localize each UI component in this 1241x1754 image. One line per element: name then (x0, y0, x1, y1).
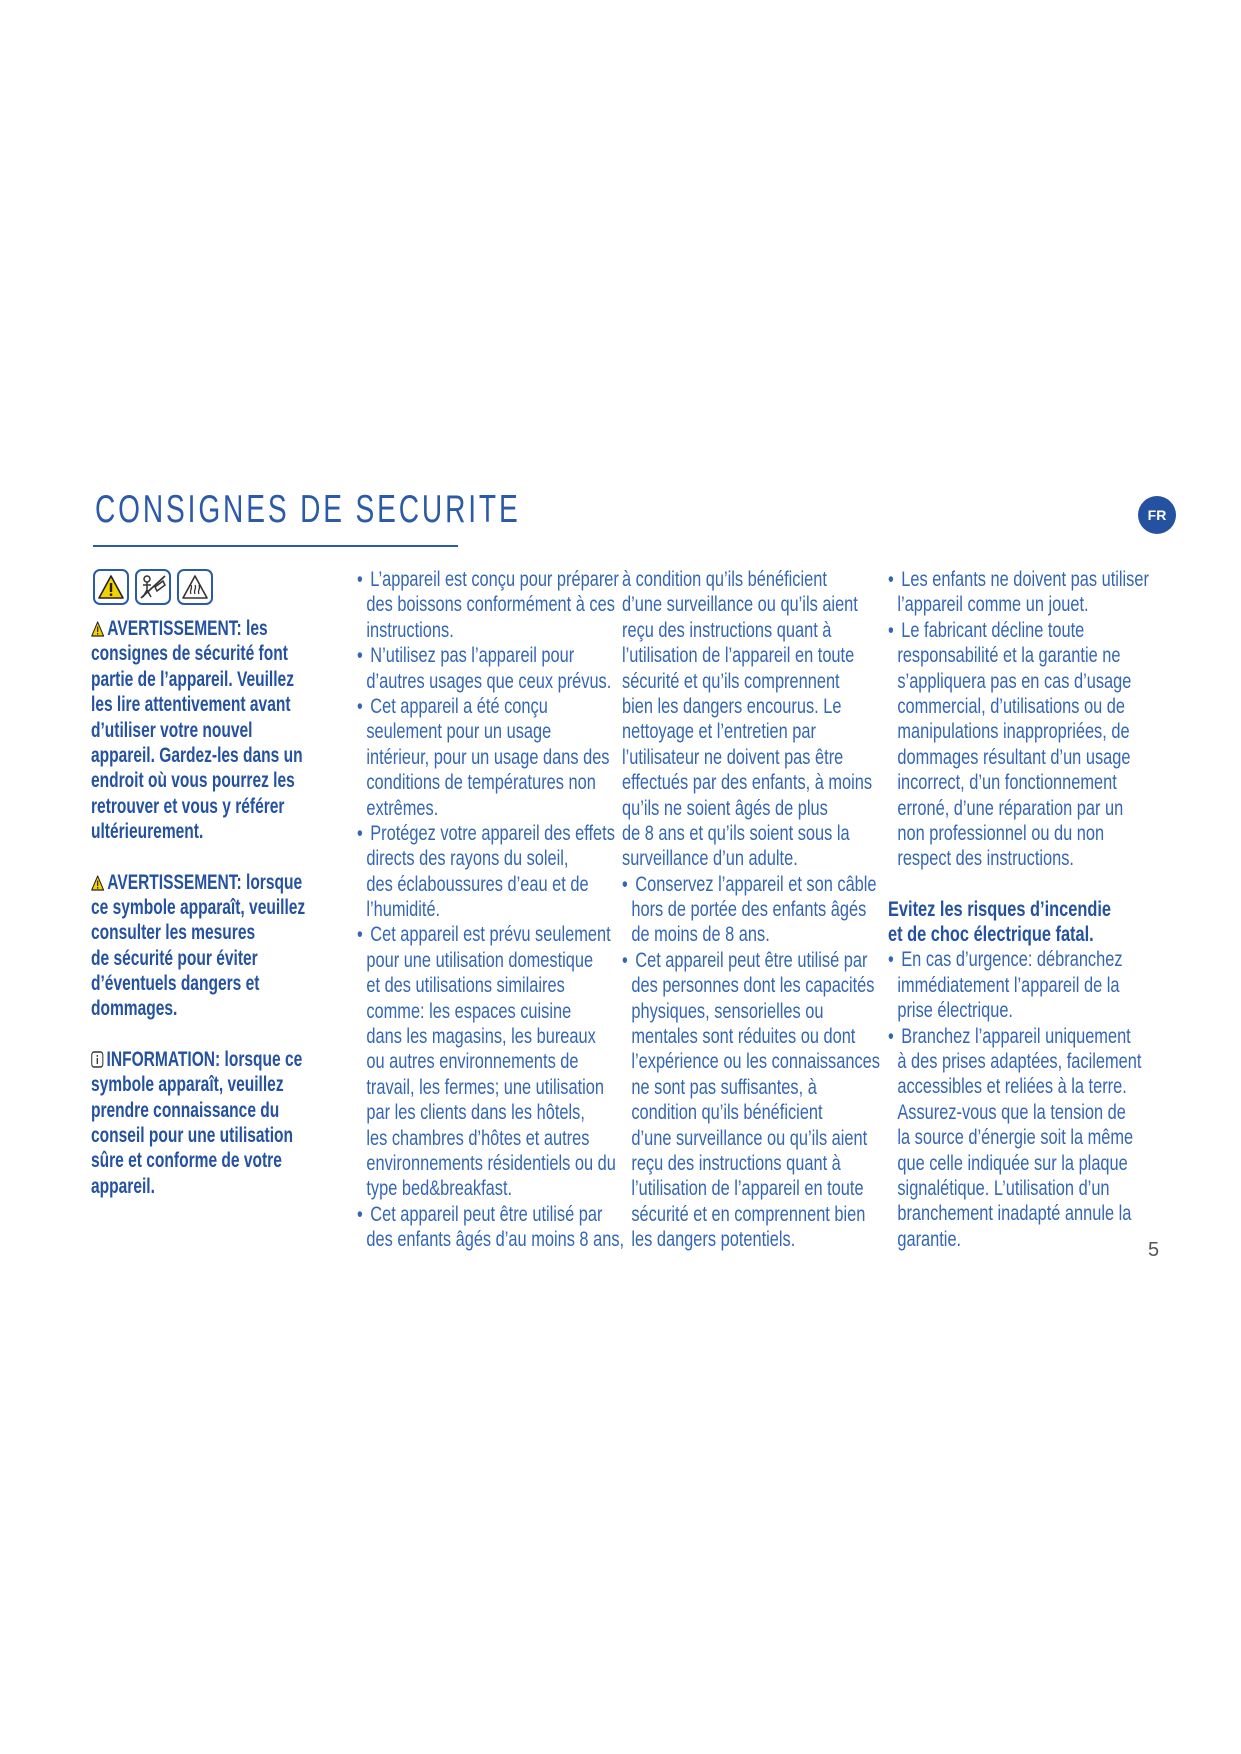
text-line: pour une utilisation domestique (366, 948, 594, 972)
text-line: garantie. (897, 1227, 962, 1251)
text-line: qu’ils ne soient âgés de plus (622, 796, 828, 820)
text-line: consulter les mesures (91, 921, 256, 945)
text-line: à des prises adaptées, facilement (897, 1050, 1142, 1074)
text-line: l’humidité. (366, 898, 441, 922)
text-line: l’utilisation de l’appareil en toute (631, 1177, 864, 1201)
text-line: dans les magasins, les bureaux (366, 1025, 596, 1049)
text-line: conditions de températures non (366, 771, 596, 795)
bullet-line: • Conservez l’appareil et son câble (622, 872, 877, 896)
text-line: prise électrique. (897, 999, 1013, 1023)
text-line: accessibles et reliées à la terre. (897, 1075, 1127, 1099)
bullet-line: • Le fabricant décline toute (888, 618, 1085, 642)
text-line: respect des instructions. (897, 847, 1074, 871)
section-heading: Evitez les risques d’incendie (888, 897, 1112, 921)
info-icon (91, 1049, 104, 1074)
text-line: reçu des instructions quant à (622, 618, 832, 642)
text-line: physiques, sensorielles ou (631, 999, 824, 1023)
text-line: commercial, d’utilisations ou de (897, 694, 1125, 718)
text-line: d’éventuels dangers et (91, 972, 260, 996)
text-line: effectués par des enfants, à moins (622, 771, 873, 795)
text-line: travail, les fermes; une utilisation (366, 1075, 604, 1099)
bullet-line: • Les enfants ne doivent pas utiliser (888, 568, 1149, 591)
bullet-line: • Cet appareil peut être utilisé par (357, 1202, 603, 1226)
text-line: l’expérience ou les connaissances (631, 1050, 880, 1074)
column-warnings (91, 616, 380, 1199)
text-line: appareil. (91, 1174, 155, 1198)
text-line: d’autres usages que ceux prévus. (366, 669, 612, 693)
text-line: mentales sont réduites ou dont (631, 1025, 856, 1049)
text-line: dommages résultant d’un usage (897, 745, 1131, 769)
text-line: dommages. (91, 997, 178, 1021)
text-line: d’une surveillance ou qu’ils aient (622, 593, 858, 617)
text-line: de 8 ans et qu’ils soient sous la (622, 821, 850, 845)
text-line: bien les dangers encourus. Le (622, 694, 842, 718)
safety-icons (93, 569, 213, 605)
column-liability-electrical (888, 567, 1223, 1252)
page-title: CONSIGNES DE SECURITE (95, 488, 521, 531)
text-line: de moins de 8 ans. (631, 923, 770, 947)
text-line: s’appliquera pas en cas d’usage (897, 669, 1132, 693)
text-line: d’une surveillance ou qu’ils aient (631, 1126, 868, 1150)
text-line: consignes de sécurité font (91, 642, 288, 666)
text-line: ce symbole apparaît, veuillez (91, 895, 306, 919)
text-line: conseil pour une utilisation (91, 1124, 294, 1148)
text-line: de sécurité pour éviter (91, 946, 258, 970)
bullet-line: • L’appareil est conçu pour préparer (357, 568, 619, 591)
text-line: ne sont pas suffisantes, à (631, 1075, 817, 1099)
bullet-line: • Cet appareil est prévu seulement (357, 923, 611, 947)
bullet-line: • Cet appareil a été conçu (357, 694, 548, 718)
text-line: symbole apparaît, veuillez (91, 1073, 284, 1097)
text-line: instructions. (366, 618, 454, 642)
text-line: nettoyage et l’entretien par (622, 720, 816, 744)
text-line: incorrect, d’un fonctionnement (897, 771, 1117, 795)
text-line: l’utilisateur ne doivent pas être (622, 745, 844, 769)
text-line: endroit où vous pourrez les (91, 769, 295, 793)
text-line: hors de portée des enfants âgés (631, 898, 867, 922)
text-line: appareil. Gardez-les dans un (91, 743, 303, 767)
language-badge: FR (1138, 496, 1176, 534)
title-underline (93, 545, 458, 547)
text-line: les dangers potentiels. (631, 1228, 796, 1252)
text-line: des boissons conformément à ces (366, 593, 615, 617)
text-line: l’utilisation de l’appareil en toute (622, 644, 855, 668)
text-line: des personnes dont les capacités (631, 974, 875, 998)
text-line: la source d’énergie soit la même (897, 1126, 1134, 1150)
text-line: prendre connaissance du (91, 1098, 280, 1122)
warning-triangle-icon (93, 569, 129, 605)
text-line: AVERTISSEMENT: lorsque (91, 870, 305, 895)
text-line: Assurez-vous que la tension de (897, 1100, 1126, 1124)
text-line: intérieur, pour un usage dans des (366, 745, 610, 769)
text-line: retrouver et vous y référer (91, 794, 285, 818)
text-line: extrêmes. (366, 796, 439, 820)
no-children-icon (135, 569, 171, 605)
text-line: branchement inadapté annule la (897, 1202, 1132, 1226)
text-line: reçu des instructions quant à (631, 1151, 841, 1175)
text-line: signalétique. L’utilisation d’un (897, 1176, 1110, 1200)
bullet-line: • Branchez l’appareil uniquement (888, 1024, 1131, 1048)
text-line: partie de l’appareil. Veuillez (91, 667, 294, 691)
text-line: et des utilisations similaires (366, 974, 565, 998)
text-line: des enfants âgés d’au moins 8 ans, (366, 1228, 625, 1252)
text-line: ou autres environnements de (366, 1050, 579, 1074)
text-line: les chambres d’hôtes et autres (366, 1126, 590, 1150)
text-line: les lire attentivement avant (91, 693, 291, 717)
text-line: d’utiliser votre nouvel (91, 718, 253, 742)
text-line: immédiatement l’appareil de la (897, 973, 1120, 997)
bullet-line: • N’utilisez pas l’appareil pour (357, 644, 575, 668)
section-heading: et de choc électrique fatal. (888, 923, 1094, 947)
text-line: sûre et conforme de votre (91, 1149, 282, 1173)
text-line: AVERTISSEMENT: les (91, 616, 305, 641)
text-line: non professionnel ou du non (897, 821, 1105, 845)
text-line: responsabilité et la garantie ne (897, 644, 1121, 668)
text-line: que celle indiquée sur la plaque (897, 1151, 1128, 1175)
page-number: 5 (1148, 1239, 1160, 1261)
text-line: à condition qu’ils bénéficient (622, 568, 827, 591)
bullet-line: • Protégez votre appareil des effets (357, 821, 615, 845)
text-line: comme: les espaces cuisine (366, 999, 572, 1023)
text-line: sécurité et qu’ils comprennent (622, 669, 840, 693)
text-line: sécurité et en comprennent bien (631, 1202, 866, 1226)
warning-triangle-icon (91, 872, 104, 897)
bullet-line: • En cas d’urgence: débranchez (888, 948, 1123, 972)
text-line: INFORMATION: lorsque ce (91, 1047, 305, 1072)
text-line: erroné, d’une réparation par un (897, 796, 1124, 820)
text-line: surveillance d’un adulte. (622, 847, 798, 871)
text-line: par les clients dans les hôtels, (366, 1101, 585, 1125)
text-line: manipulations inappropriées, de (897, 720, 1130, 744)
warning-triangle-icon (91, 618, 104, 643)
text-line: des éclaboussures d’eau et de (366, 872, 589, 896)
text-line: condition qu’ils bénéficient (631, 1101, 823, 1125)
text-line: seulement pour un usage (366, 720, 552, 744)
text-line: ultérieurement. (91, 820, 204, 844)
text-line: type bed&breakfast. (366, 1177, 513, 1201)
text-line: l’appareil comme un jouet. (897, 593, 1089, 617)
bullet-line: • Cet appareil peut être utilisé par (622, 948, 868, 972)
hot-surface-icon (177, 569, 213, 605)
text-line: environnements résidentiels ou du (366, 1151, 616, 1175)
text-line: directs des rayons du soleil, (366, 847, 569, 871)
